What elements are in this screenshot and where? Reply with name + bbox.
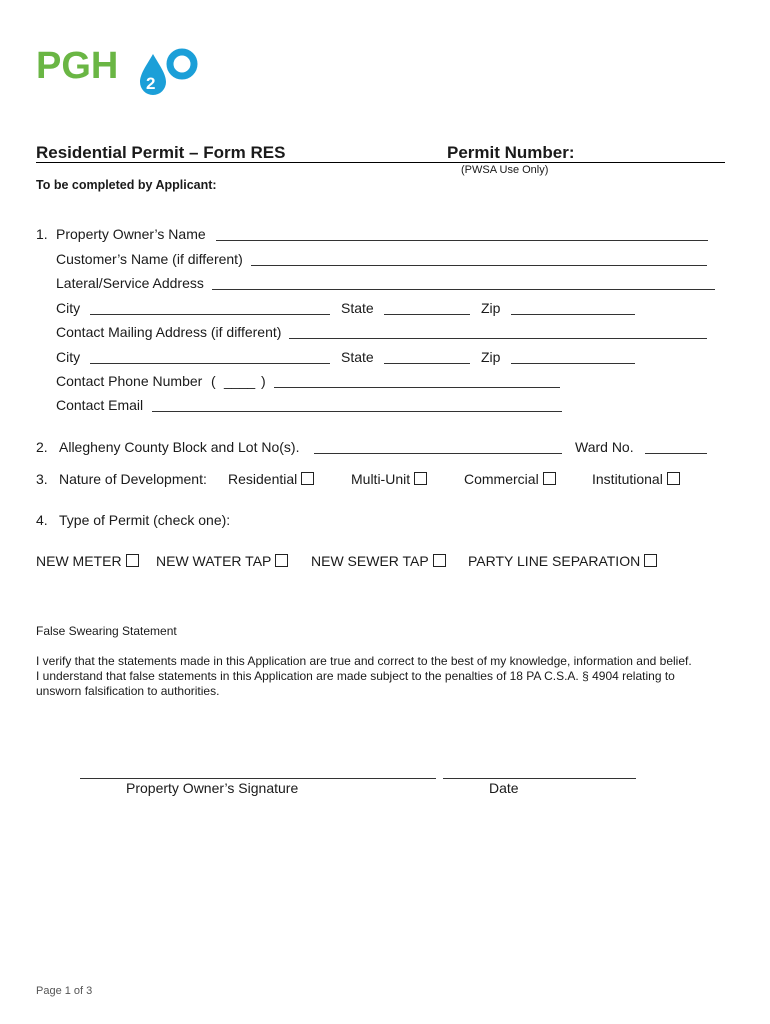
state-field[interactable] <box>384 314 470 315</box>
section1-number: 1. <box>36 226 48 242</box>
zip2-label: Zip <box>481 349 501 365</box>
permit-party-line-separation[interactable] <box>468 553 657 569</box>
page-number: Page 1 of 3 <box>36 985 93 997</box>
new-sewer-tap-checkbox[interactable] <box>433 554 446 567</box>
lateral-address-label: Lateral/Service Address <box>56 275 204 291</box>
logo-pgh-text: PGH <box>36 45 119 87</box>
city-label: City <box>56 300 81 316</box>
customer-name-label: Customer’s Name (if different) <box>56 251 243 267</box>
option-label: Residential <box>228 471 298 487</box>
false-swearing-heading: False Swearing Statement <box>36 624 177 638</box>
to-be-completed-note: To be completed by Applicant: <box>36 178 217 192</box>
option-label: Institutional <box>592 471 663 487</box>
commercial-checkbox[interactable] <box>543 472 556 485</box>
institutional-checkbox[interactable] <box>667 472 680 485</box>
section3-number: 3. <box>36 471 48 487</box>
option-label: Multi-Unit <box>351 471 411 487</box>
permit-number-label: Permit Number: <box>447 143 575 162</box>
pwsa-use-only: (PWSA Use Only) <box>461 164 549 176</box>
owner-name-label: Property Owner’s Name <box>56 226 206 242</box>
mailing-address-field[interactable] <box>289 338 707 339</box>
false-swearing-line2: I understand that false statements in this Application are made subject to the penalties of 18 PA C.S.A. § 4904 relating to <box>36 669 675 683</box>
zip-label: Zip <box>481 300 501 316</box>
type-of-permit-label: Type of Permit (check one): <box>59 512 231 528</box>
block-lot-field[interactable] <box>314 453 562 454</box>
section4-number: 4. <box>36 512 48 528</box>
multi-unit-checkbox[interactable] <box>414 472 427 485</box>
owner-signature-field[interactable] <box>80 778 436 779</box>
permit-new-meter[interactable] <box>36 553 139 569</box>
option-label: Commercial <box>464 471 539 487</box>
ward-label: Ward No. <box>575 439 634 455</box>
customer-name-field[interactable] <box>251 265 707 266</box>
new-water-tap-checkbox[interactable] <box>275 554 288 567</box>
owner-signature-label: Property Owner’s Signature <box>126 780 299 796</box>
residential-checkbox[interactable] <box>301 472 314 485</box>
state2-field[interactable] <box>384 363 470 364</box>
nature-of-development-label: Nature of Development: <box>59 471 207 487</box>
option-commercial[interactable] <box>464 471 556 487</box>
party-line-separation-checkbox[interactable] <box>644 554 657 567</box>
option-residential[interactable] <box>228 471 314 487</box>
phone-label: Contact Phone Number <box>56 373 203 389</box>
false-swearing-line1: I verify that the statements made in this Application are true and correct to the best of my knowledge, information and belief. <box>36 654 692 668</box>
block-lot-label: Allegheny County Block and Lot No(s). <box>59 439 300 455</box>
city-field[interactable] <box>90 314 330 315</box>
state2-label: State <box>341 349 374 365</box>
option-institutional[interactable] <box>592 471 680 487</box>
ward-field[interactable] <box>645 453 707 454</box>
pgh2o-logo <box>36 42 206 98</box>
owner-name-field[interactable] <box>216 240 708 241</box>
zip-field[interactable] <box>511 314 635 315</box>
logo-o-shape <box>170 52 194 76</box>
phone-paren-open: ( <box>211 373 216 389</box>
city2-field[interactable] <box>90 363 330 364</box>
option-label: NEW SEWER TAP <box>311 553 429 569</box>
permit-new-water-tap[interactable] <box>156 553 288 569</box>
option-label: NEW METER <box>36 553 122 569</box>
permit-new-sewer-tap[interactable] <box>311 553 446 569</box>
option-label: PARTY LINE SEPARATION <box>468 553 641 569</box>
phone-paren-close: ) <box>261 373 266 389</box>
new-meter-checkbox[interactable] <box>126 554 139 567</box>
svg-text:2: 2 <box>146 74 156 93</box>
false-swearing-line3: unsworn falsification to authorities. <box>36 684 220 698</box>
lateral-address-field[interactable] <box>212 289 715 290</box>
date-label: Date <box>489 780 519 796</box>
form-title: Residential Permit – Form RES <box>36 143 286 162</box>
email-field[interactable] <box>152 411 562 412</box>
option-multi-unit[interactable] <box>351 471 427 487</box>
city2-label: City <box>56 349 81 365</box>
option-label: NEW WATER TAP <box>156 553 272 569</box>
section2-number: 2. <box>36 439 48 455</box>
phone-number-field[interactable] <box>274 387 560 388</box>
email-label: Contact Email <box>56 397 144 413</box>
mailing-address-label: Contact Mailing Address (if different) <box>56 324 282 340</box>
zip2-field[interactable] <box>511 363 635 364</box>
phone-area-code-field[interactable]: ____ <box>224 373 256 389</box>
title-underline <box>36 162 725 163</box>
date-field[interactable] <box>443 778 636 779</box>
state-label: State <box>341 300 374 316</box>
